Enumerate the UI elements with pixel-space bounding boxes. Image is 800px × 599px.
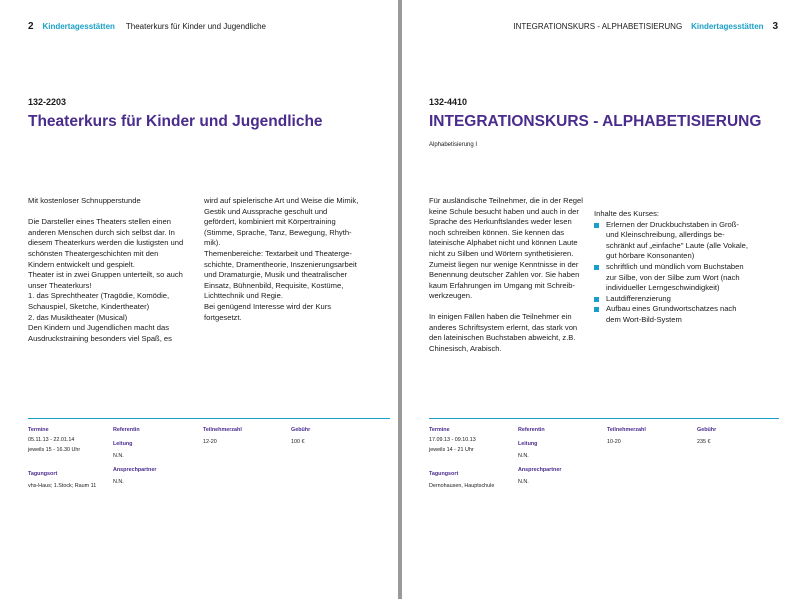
description-text: In einigen Fällen haben die Teilnehmer ein anderes Schriftsystem erlernt, das stark von den lateinischen Buchstaben abweicht, z.B. Chinesisch, Arabisch.: [429, 311, 578, 353]
ansprechpartner-label: Ansprechpartner: [113, 467, 157, 473]
termine-label: Termine: [429, 427, 450, 433]
teilnehmer-label: Teilnehmerzahl: [607, 427, 646, 433]
referentin-block: [518, 426, 561, 486]
referentin-label: Referentin: [113, 427, 140, 433]
list-item: schriftlich und mündlich vom Buchstaben zur Silbe, von der Silbe zum Wort (nach individueller Lerngeschwindigkeit): [594, 262, 789, 294]
contents-heading: Inhalte des Kurses:: [594, 209, 660, 218]
contents-list: [594, 220, 789, 326]
gebuehr-value: 235 €: [697, 439, 711, 445]
gebuehr-label: Gebühr: [291, 427, 311, 433]
section-label: Kindertagesstätten: [42, 22, 115, 31]
teilnehmer-label: Teilnehmerzahl: [203, 427, 242, 433]
course-subtitle: Alphabetisierung I: [429, 142, 478, 148]
page-number: 2: [28, 21, 34, 32]
ansprechpartner-value: N.N.: [113, 479, 124, 485]
description-column-1: [429, 196, 607, 354]
termine-value: 05.11.13 - 22.01.14: [28, 437, 75, 443]
right-page-header: [513, 22, 778, 32]
gebuehr-label: Gebühr: [697, 427, 717, 433]
header-title: INTEGRATIONSKURS - ALPHABETISIERUNG: [513, 22, 683, 31]
teilnehmer-block: [203, 426, 242, 446]
ansprechpartner-label: Ansprechpartner: [518, 467, 562, 473]
right-page: [402, 0, 800, 599]
footer-divider: [429, 418, 779, 419]
left-page: [0, 0, 398, 599]
gebuehr-value: 100 €: [291, 439, 305, 445]
tagungsort-value: vhs-Haus; 1.Stock; Raum 11: [28, 483, 97, 489]
leitung-label: Leitung: [518, 441, 538, 447]
leitung-value: N.N.: [113, 453, 124, 459]
description-column-2: [204, 196, 389, 323]
gebuehr-block: [291, 426, 310, 446]
description-text: Mit kostenloser Schnupperstunde Die Darsteller eines Theaters stellen einen anderen Menschen durch sich selbst dar. In diesem Theaterkurs werden die lustigsten und schönsten Theatergeschichten mit den Kindern entwickelt und gespielt. Theater ist in zwei Gruppen unterteilt, so auch unser Theaterkurs! 1. das Sprechtheater (Tragödie, Komödie, Schauspiel, Sketche, Kindertheater) 2. das Musiktheater (Musical) Den Kindern und Jugendlichen macht das Ausdruckstraining besonders viel Spaß, es: [28, 196, 184, 343]
description-column-1: [28, 196, 208, 344]
termine-block: [429, 426, 476, 454]
page-number: 3: [772, 21, 778, 32]
bullet-square-icon: [594, 307, 599, 312]
header-title: Theaterkurs für Kinder und Jugendliche: [125, 22, 266, 31]
termine-time: jeweils 14 - 21 Uhr: [429, 447, 474, 453]
termine-block: [28, 426, 80, 454]
list-item: Lautdifferenzierung: [594, 294, 789, 305]
termine-value: 17.09.13 - 09.10.13: [429, 437, 476, 443]
description-text: Für ausländische Teilnehmer, die in der Regel keine Schule besucht haben und auch in der Sprache des Herkunftslandes weder lesen noch schreiben können. Sie kennen das lateinische Alphabet nicht und können Laute nicht zu Silben und Wörtern synthetisieren. Zumeist liegen nur wenige Kenntnisse in der Benennung deutscher Zahlen vor. Sie haben kaum Erfahrungen im Umgang mit Schreib- werkzeugen.: [429, 196, 583, 301]
termine-label: Termine: [28, 427, 49, 433]
course-title: Theaterkurs für Kinder und Jugendliche: [28, 113, 323, 130]
leitung-label: Leitung: [113, 441, 133, 447]
course-title: INTEGRATIONSKURS - ALPHABETISIERUNG: [429, 113, 762, 130]
tagungsort-value: Dernohausen, Hauptschule: [429, 483, 495, 489]
teilnehmer-value: 12-20: [203, 439, 217, 445]
bullet-square-icon: [594, 265, 599, 270]
contents-column: [594, 209, 789, 326]
bullet-square-icon: [594, 223, 599, 228]
tagungsort-label: Tagungsort: [28, 471, 58, 477]
referentin-block: [113, 426, 156, 486]
ansprechpartner-value: N.N.: [518, 479, 529, 485]
tagungsort-block: [28, 470, 96, 490]
teilnehmer-value: 10-20: [607, 439, 621, 445]
termine-time: jeweils 15 - 16.30 Uhr: [28, 447, 81, 453]
list-item: Erlernen der Druckbuchstaben in Groß- und Kleinschreibung, allerdings be- schränkt auf „einfache" Laute (alle Vokale, gut hörbare Konsonanten): [594, 220, 789, 262]
referentin-label: Referentin: [518, 427, 545, 433]
left-page-header: [28, 22, 266, 32]
course-code: 132-4410: [429, 97, 468, 107]
footer-divider: [28, 418, 390, 419]
gebuehr-block: [697, 426, 716, 446]
section-label: Kindertagesstätten: [691, 22, 764, 31]
tagungsort-label: Tagungsort: [429, 471, 459, 477]
tagungsort-block: [429, 470, 494, 490]
description-text: wird auf spielerische Art und Weise die Mimik, Gestik und Aussprache geschult und gefördert, kombiniert mit Körpertraining (Stimme, Sprache, Tanz, Bewegung, Rhyth- mik). Themenbereiche: Textarbeit und Theaterge- schichte, Dramentheorie, Inszenierungsarbeit und Dramaturgie, Musik und theatralischer Einsatz, Bühnenbild, Requisite, Kostüme, Lichttechnik und Regie. Bei genügend Interesse wird der Kurs fortgesetzt.: [204, 196, 359, 322]
list-item: Aufbau eines Grundwortschatzes nach dem Wort-Bild-System: [594, 304, 789, 325]
teilnehmer-block: [607, 426, 646, 446]
leitung-value: N.N.: [518, 453, 529, 459]
bullet-square-icon: [594, 297, 599, 302]
course-code: 132-2203: [28, 97, 67, 107]
